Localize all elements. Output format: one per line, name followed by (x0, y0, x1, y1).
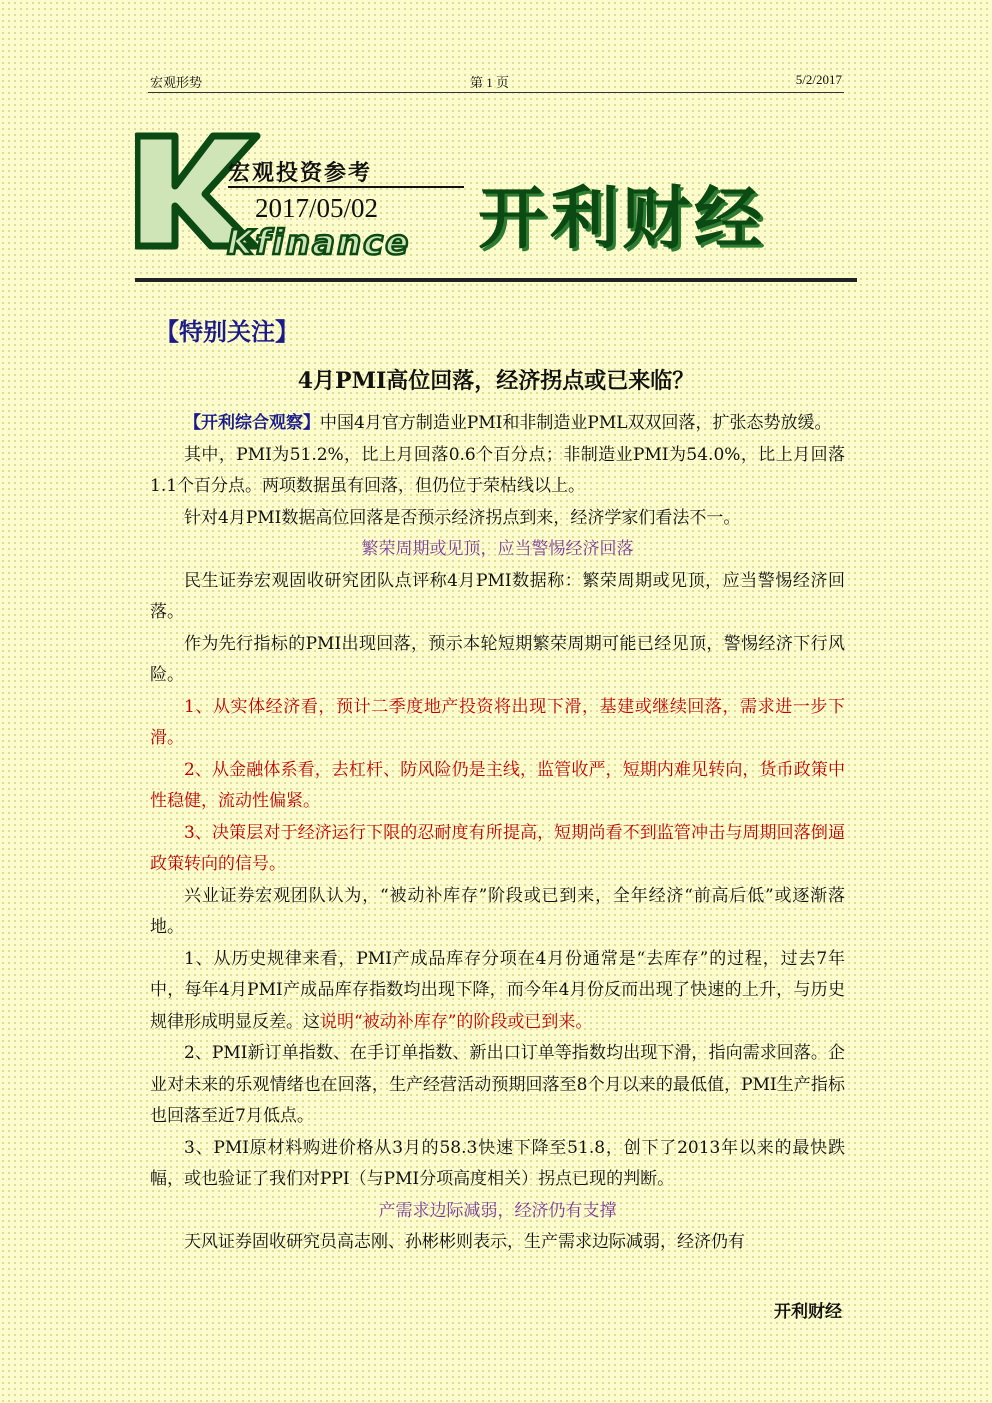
logo-title-underline (228, 186, 464, 188)
paragraph: 1、从历史规律来看，PMI产成品库存分项在4月份通常是“去库存”的过程，过去7年中，每年4月PMI产成品库存指数均出现下降，而今年4月份反而出现了快速的上升，与历史规律形成明显反差。这说明“被动补库存”的阶段或已到来。 (150, 948, 845, 1032)
masthead-divider (135, 278, 857, 282)
logo-date: 2017/05/02 (255, 193, 379, 223)
subheading: 繁荣周期或见顶，应当警惕经济回落 (361, 539, 634, 559)
logo-script-text: Kfinance (227, 223, 411, 258)
paragraph: 其中，PMI为51.2%，比上月回落0.6个百分点；非制造业PMI为54.0%，比上月回落1.1个百分点。两项数据虽有回落，但仍位于荣枯线以上。 (150, 444, 845, 496)
paragraph-highlight: 2、从金融体系看，去杠杆、防风险仍是主线，监管收严，短期内难见转向，货币政策中性稳健，流动性偏紧。 (150, 759, 845, 811)
paragraph: 2、PMI新订单指数、在手订单指数、新出口订单等指数均出现下滑，指向需求回落。企业对未来的乐观情绪也在回落，生产经营活动预期回落至8个月以来的最低值，PMI生产指标也回落至近7月低点。 (150, 1043, 845, 1126)
paragraph: 作为先行指标的PMI出现回落，预示本轮短期繁荣周期可能已经见顶，警惕经济下行风险。 (150, 633, 845, 685)
paragraph: 天风证券固收研究员高志刚、孙彬彬则表示，生产需求边际减弱，经济仍有 (184, 1232, 745, 1252)
paragraph-highlight: 1、从实体经济看，预计二季度地产投资将出现下滑，基建或继续回落，需求进一步下滑。 (150, 696, 845, 748)
section-tag: 【特别关注】 (155, 318, 299, 346)
paragraph: 针对4月PMI数据高位回落是否预示经济拐点到来，经济学家们看法不一。 (184, 507, 741, 528)
paragraph: 兴业证券宏观团队认为，“被动补库存”阶段或已到来，全年经济“前高后低”或逐渐落地。 (150, 885, 845, 937)
footer-brand: 开利财经 (774, 1302, 842, 1322)
header-divider (148, 92, 844, 93)
article-headline: 4月PMI高位回落，经济拐点或已来临？ (297, 368, 695, 394)
brand-name: 开利财经 (478, 180, 767, 259)
paragraph-highlight: 3、决策层对于经济运行下限的忍耐度有所提高，短期尚看不到监管冲击与周期回落倒逼政策转向的信号。 (150, 822, 845, 874)
paragraph: 3、PMI原材料购进价格从3月的58.3快速下降至51.8，创下了2013年以来的最快跌幅，或也验证了我们对PPI（与PMI分项高度相关）拐点已现的判断。 (150, 1137, 845, 1189)
paragraph: 【开利综合观察】中国4月官方制造业PMI和非制造业PML双双回落，扩张态势放缓。 (184, 413, 832, 433)
paragraph-lead: 【开利综合观察】 (184, 413, 320, 433)
header-section-label: 宏观形势 (150, 75, 203, 90)
logo-title: 宏观投资参考 (228, 160, 373, 186)
header-date: 5/2/2017 (795, 72, 842, 87)
article-body (150, 408, 845, 1259)
paragraph-highlight-tail: 说明“被动补库存”的阶段或已到来。 (320, 1011, 593, 1032)
subheading: 产需求边际减弱，经济仍有支撑 (378, 1200, 617, 1221)
header-page-number: 第 1 页 (470, 75, 510, 90)
paragraph: 民生证券宏观固收研究团队点评称4月PMI数据称：繁荣周期或见顶，应当警惕经济回落。 (150, 570, 845, 622)
